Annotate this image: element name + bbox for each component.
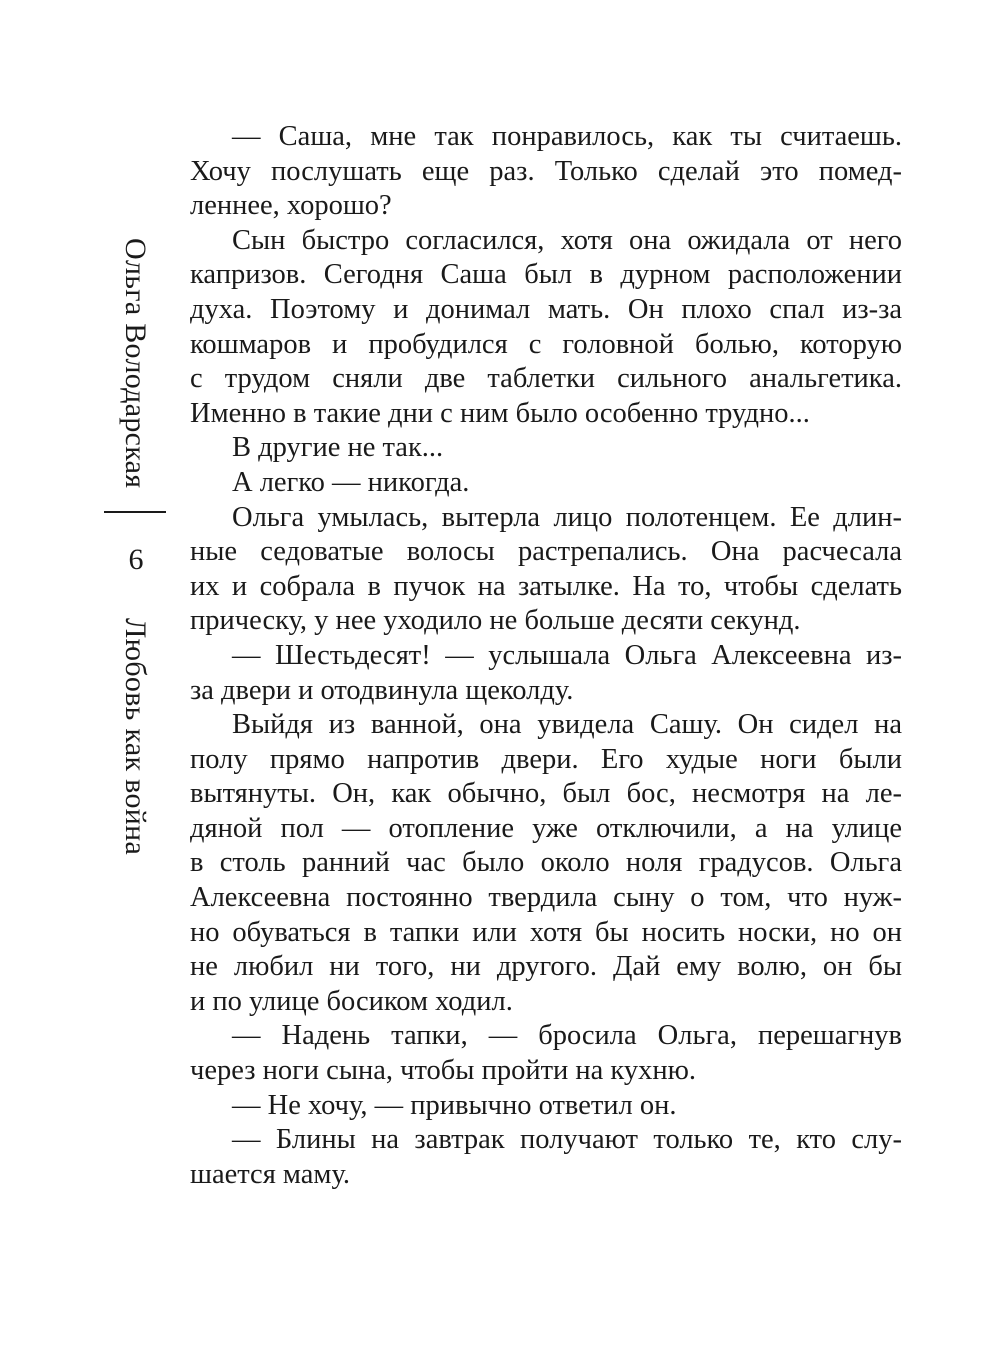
text-line: Именно в такие дни с ним было особенно трудно... [190, 397, 810, 429]
text-line: но обуваться в тапки или хотя бы носить носки, но он [190, 916, 902, 948]
running-head-author: Ольга Володарская [119, 238, 152, 489]
text-line: кошмаров и пробудился с головной болью, которую [190, 328, 902, 360]
text-line: и по улице босиком ходил. [190, 985, 513, 1017]
text-line: шается маму. [190, 1158, 350, 1190]
text-line: прическу, у нее уходило не больше десяти секунд. [190, 605, 801, 637]
text-line: — Шестьдесят! — услышала Ольга Алексеевна из- [232, 639, 902, 671]
text-line: ные седоватые волосы растрепались. Она расчесала [190, 536, 902, 568]
text-line: через ноги сына, чтобы пройти на кухню. [190, 1055, 697, 1087]
text-line: дяной пол — отопление уже отключили, а на улице [190, 812, 902, 844]
text-line: полу прямо напротив двери. Его худые ноги были [190, 743, 902, 775]
text-line: с трудом сняли две таблетки сильного анальгетика. [190, 363, 902, 395]
text-line: леннее, хорошо? [190, 190, 392, 222]
text-line: Хочу послушать еще раз. Только сделай это помед- [190, 155, 902, 187]
text-line: — Не хочу, — привычно ответил он. [232, 1089, 677, 1121]
text-line: Ольга умылась, вытерла лицо полотенцем. Ее длин- [232, 501, 902, 533]
text-line: — Саша, мне так понравилось, как ты считаешь. [232, 121, 902, 152]
running-head-sidebar [90, 230, 180, 870]
text-line: капризов. Сегодня Саша был в дурном расположении [190, 259, 902, 291]
text-line: А легко — никогда. [232, 466, 470, 498]
text-line: — Надень тапки, — бросила Ольга, перешагнув [232, 1020, 902, 1052]
text-line: их и собрала в пучок на затылке. На то, чтобы сделать [190, 570, 902, 602]
text-line: Выйдя из ванной, она увидела Сашу. Он сидел на [232, 709, 902, 741]
text-line: в столь ранний час было около ноля градусов. Ольга [190, 847, 902, 879]
text-line: Алексеевна постоянно твердила сыну о том, что нуж- [190, 882, 902, 914]
text-line: вытянуты. Он, как обычно, был бос, несмотря на ле- [190, 778, 902, 810]
running-head-divider [104, 511, 166, 513]
text-line: В другие не так... [232, 432, 444, 464]
text-line: духа. Поэтому и донимал мать. Он плохо спал из-за [190, 293, 902, 325]
body-text [190, 120, 902, 1192]
page-number: 6 [128, 543, 144, 576]
text-line: Сын быстро согласился, хотя она ожидала от него [232, 224, 902, 256]
running-head-book-title: Любовь как война [119, 618, 152, 856]
text-line: не любил ни того, ни другого. Дай ему волю, он бы [190, 951, 902, 983]
text-line: — Блины на завтрак получают только те, кто слу- [232, 1124, 902, 1156]
text-line: за двери и отодвинула щеколду. [190, 674, 574, 706]
